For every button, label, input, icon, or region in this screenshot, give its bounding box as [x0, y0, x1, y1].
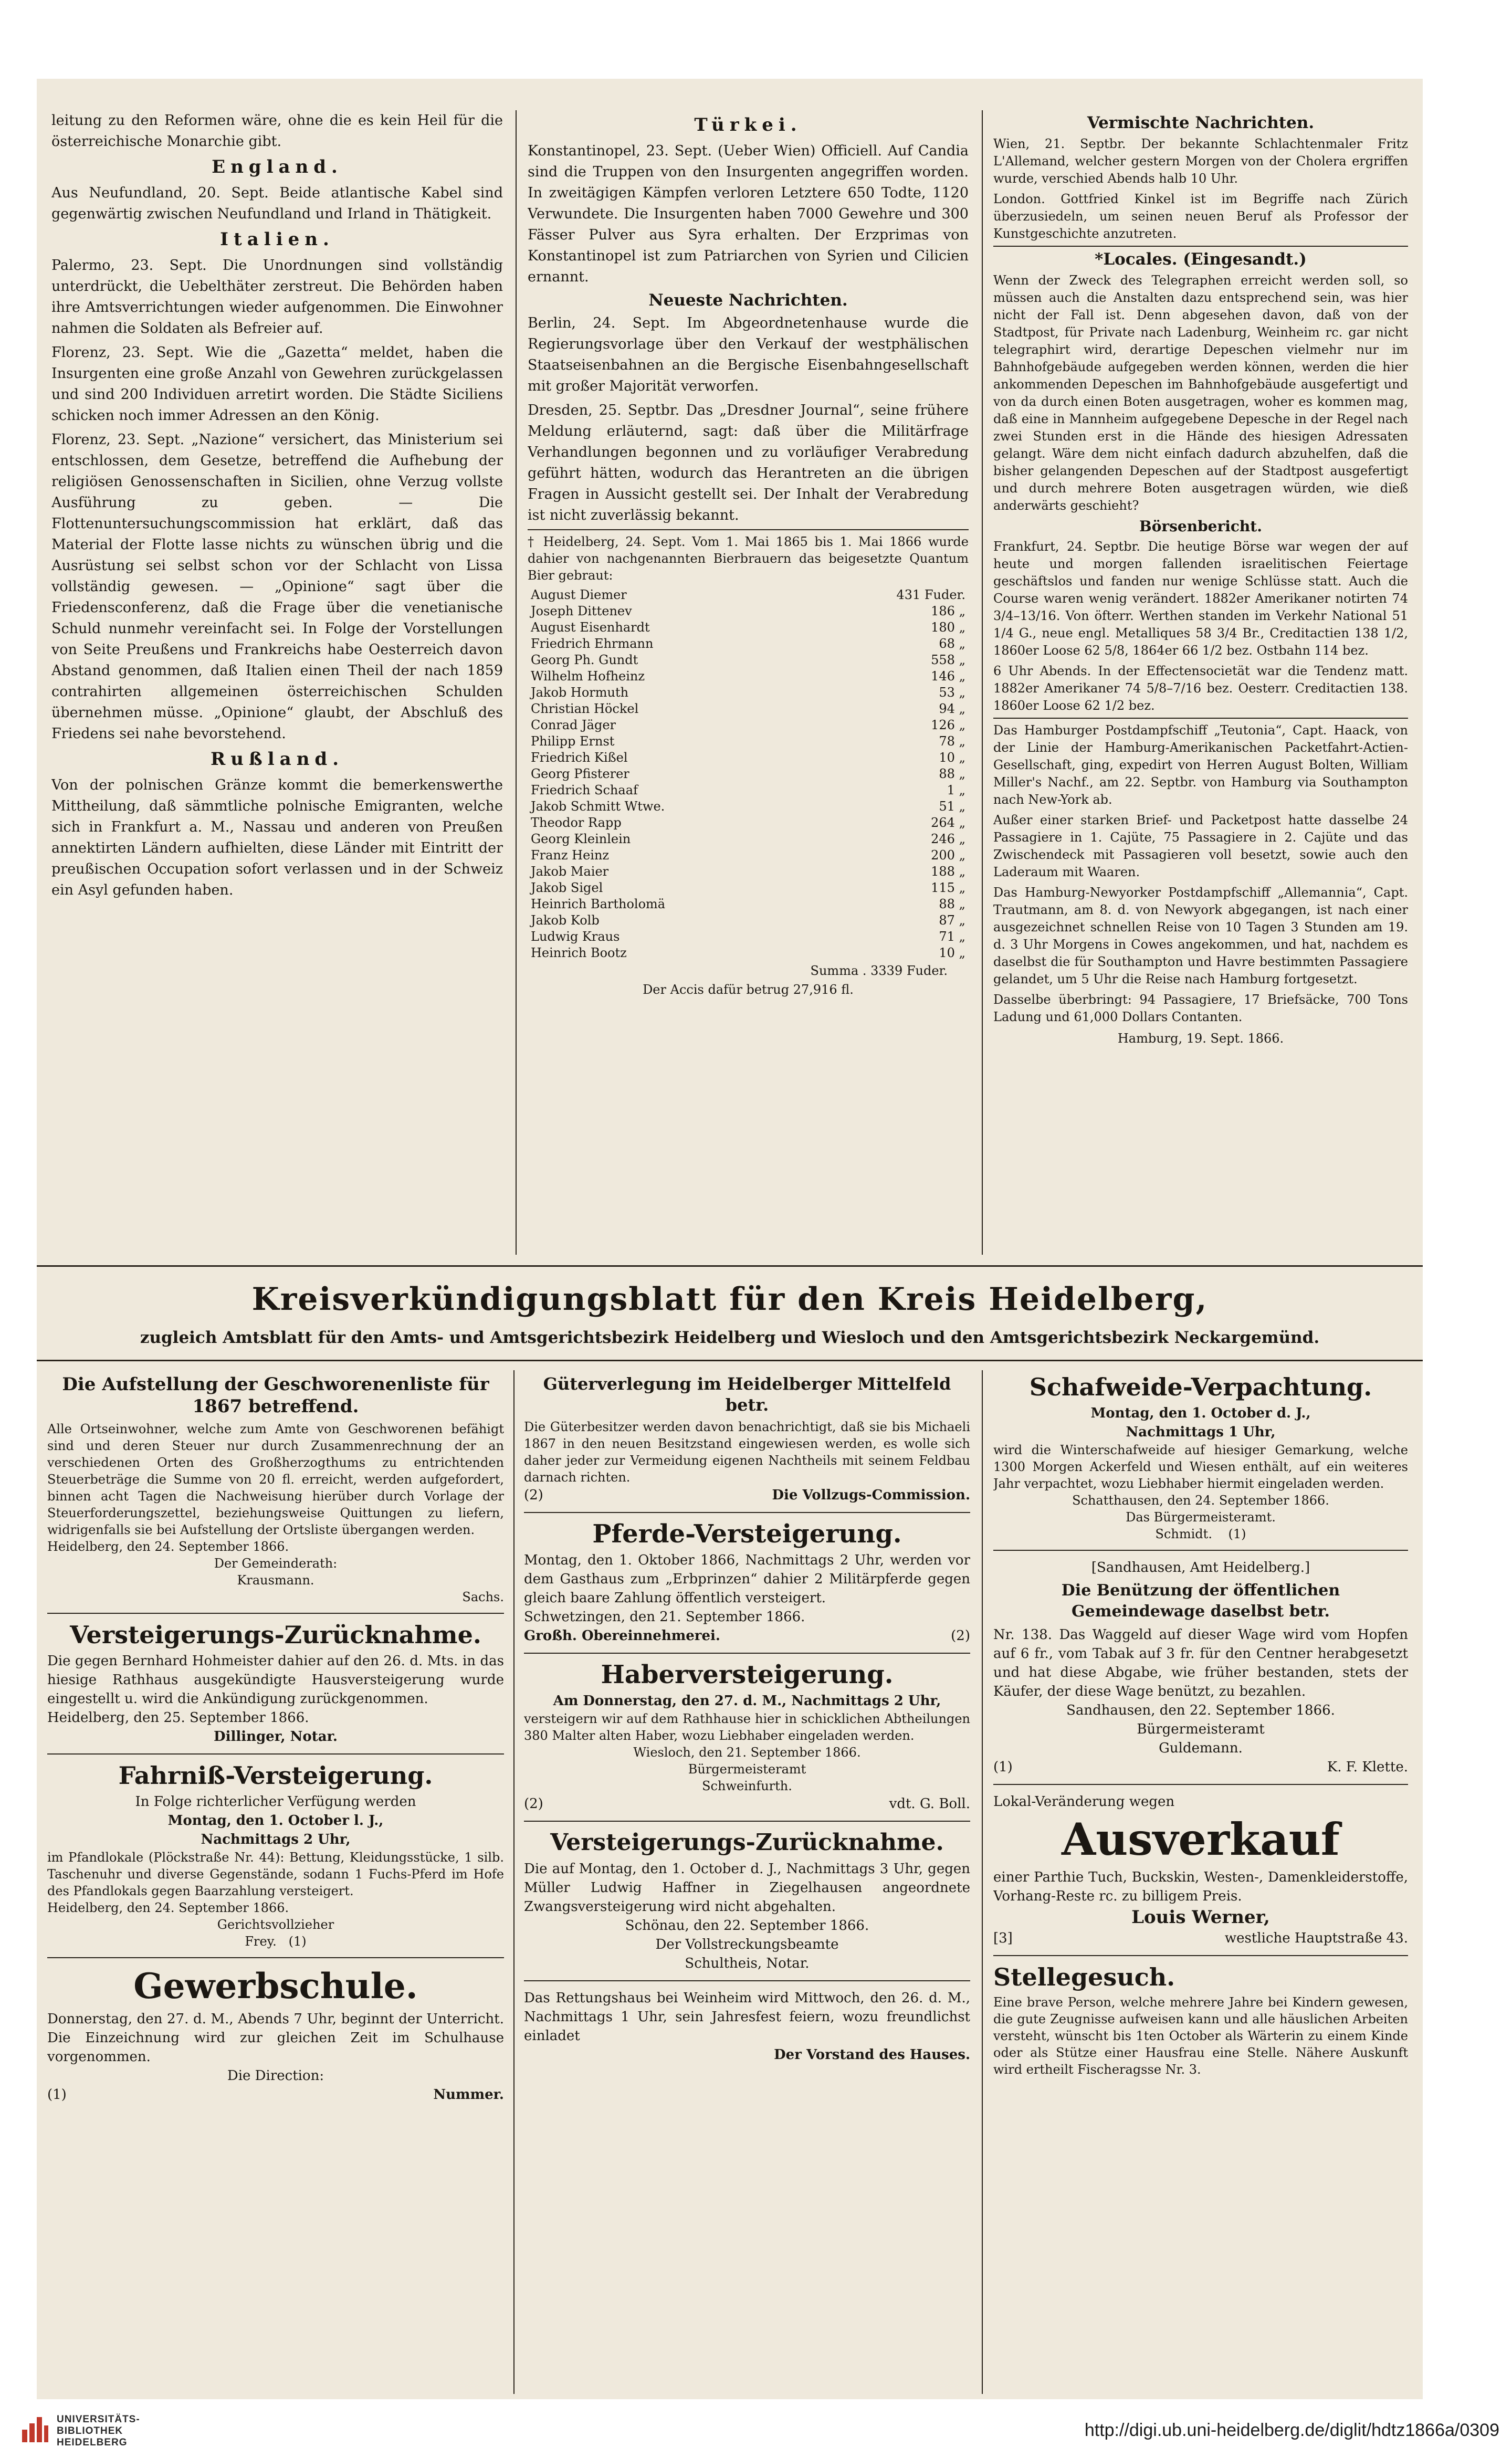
ad-zuruecknahme2-sig2: Schultheis, Notar. — [685, 1956, 810, 1971]
ad-haber-title: Haberversteigerung. — [601, 1660, 894, 1689]
ad-geschworene-sig1: Der Gemeinderath: — [214, 1556, 338, 1571]
brewer-name: Georg Pfisterer — [531, 766, 629, 781]
logo-line-2: BIBLIOTHEK — [57, 2425, 123, 2436]
ads-middle — [524, 1370, 970, 2394]
source-url-link[interactable]: http://digi.ub.uni-heidelberg.de/diglit/hdtz1866a/0309 — [1084, 2420, 1499, 2440]
brewer-amount: 94 „ — [939, 701, 965, 716]
brewer-row — [528, 750, 969, 766]
logo-line-1: UNIVERSITÄTS- — [57, 2414, 140, 2425]
ad-geschworene-sig3: Sachs. — [462, 1590, 504, 1604]
brewer-row — [528, 945, 969, 961]
ad-schafweide-line1: Montag, den 1. October d. J., — [1090, 1405, 1311, 1421]
divider — [993, 1784, 1408, 1785]
brewer-name: Heinrich Bartholomä — [531, 897, 666, 911]
ad-rettungshaus-text: Das Rettungshaus bei Weinheim wird Mittwoch, den 26. d. M., Nachmittags 1 Uhr, sein Jahresfest feiern, wozu freundlichst einladet — [524, 1990, 970, 2044]
masthead-title: Kreisverkündigungsblatt für den Kreis Heidelberg, — [251, 1281, 1208, 1318]
brewer-amount: 264 „ — [931, 815, 965, 830]
ad-sandhausen-title: Die Benützung der öffentlichen Gemeindewage daselbst betr. — [1061, 1581, 1340, 1621]
frankfurt-paragraph: Frankfurt, 24. Septbr. Die heutige Börse war wegen der auf heute und morgen fallenden israelitischen Feiertage geschäftslos und fanden nur wenige Schlüsse statt. Auch die Course waren wenig verändert. 1882er Amerikaner notirten 74 3/4–13/16. Von öfterr. Werthen standen im Verkehr National 51 1/4 G., neue engl. Metalliques 58 3/4 Br., Creditactien 138 1/2, 1860er Loose 62 5/8, 1864er 66 1/2 bez. Ostbahn 114 bez. — [993, 539, 1408, 658]
brewer-row — [528, 782, 969, 799]
ad-pferde-date: Schwetzingen, den 21. September 1866. — [524, 1609, 805, 1625]
wien-paragraph: Wien, 21. Septbr. Der bekannte Schlachtenmaler Fritz L'Allemand, welcher gestern Morgen von der Cholera ergriffen wurde, verschied Abends halb 10 Uhr. — [993, 136, 1408, 186]
brewer-row — [528, 912, 969, 929]
heidelberg-brewers-intro: † Heidelberg, 24. Sept. Vom 1. Mai 1865 bis 1. Mai 1866 wurde dahier von nachgenannten Bierbrauern das beigesetzte Quantum Bier gebraut: — [528, 534, 969, 583]
brewer-name: August Diemer — [531, 587, 627, 602]
divider — [524, 1512, 970, 1513]
ad-haber-num: (2) — [524, 1796, 543, 1812]
florenz-paragraph-1: Florenz, 23. Sept. Wie die „Gazetta“ meldet, haben die Insurgenten eine große Anzahl von Gewehren zurückgelassen und sind 200 Individuen arretirt worden. Die Städte Siciliens schicken noch immer Adressen an den König. — [51, 344, 503, 424]
brewer-row — [528, 896, 969, 912]
ad-gueterverlegung-text: Die Güterbesitzer werden davon benachrichtigt, daß sie bis Michaeli 1867 in den neuen Besitzstand eingewiesen werden, es wolle sich daher jeder zur Vermeidung eigenen Nachtheils mit seinem Feldbau darnach richten. — [524, 1420, 970, 1485]
masthead-subtitle: zugleich Amtsblatt für den Amts- und Amtsgerichtsbezirk Heidelberg und Wiesloch und den Amtsgerichtsbezirk Neckargemünd. — [140, 1328, 1320, 1347]
brewers-summa: Summa . 3339 Fuder. — [810, 963, 948, 978]
ad-haber-sig2: Schweinfurth. — [702, 1779, 792, 1793]
ad-sandhausen-num: (1) — [993, 1759, 1013, 1775]
brewer-name: Jakob Maier — [531, 864, 609, 879]
tuerkei-heading: Türkei. — [694, 114, 802, 135]
brewer-row — [528, 652, 969, 668]
ad-zuruecknahme2-sig1: Der Vollstreckungsbeamte — [655, 1937, 839, 1952]
brewer-amount: 78 „ — [939, 734, 965, 749]
ad-pferde-num: (2) — [951, 1628, 970, 1644]
brewer-row — [528, 815, 969, 831]
england-paragraph: Aus Neufundland, 20. Sept. Beide atlantische Kabel sind gegenwärtig zwischen Neufundland und Irland in Thätigkeit. — [51, 185, 503, 222]
ad-ausverkauf-title: Ausverkauf — [1062, 1813, 1340, 1865]
banner-bottom-rule — [37, 1360, 1423, 1361]
ad-zuruecknahme-sig: Dillinger, Notar. — [214, 1729, 338, 1745]
ad-zuruecknahme-title: Versteigerungs-Zurücknahme. — [70, 1621, 481, 1649]
brewer-amount: 180 „ — [931, 620, 965, 635]
ad-schafweide-title: Schafweide-Verpachtung. — [1029, 1373, 1372, 1401]
ad-gewerbschule-text: Donnerstag, den 27. d. M., Abends 7 Uhr, beginnt der Unterricht. Die Einzeichnung wird zur gleichen Zeit im Schulhause vorgenommen. — [47, 2011, 504, 2065]
brewer-row — [528, 766, 969, 782]
ad-fahrniss-line2: Montag, den 1. October l. J., — [167, 1813, 384, 1829]
brewer-name: Wilhelm Hofheinz — [531, 669, 645, 684]
column-rule-2 — [982, 110, 983, 1255]
ad-zuruecknahme2-text: Die auf Montag, den 1. October d. J., Nachmittags 3 Uhr, gegen Müller Ludwig Haffner in Ziegelhausen angeordnete Zwangsversteigerung wird nicht abgehalten. — [524, 1861, 970, 1915]
ad-gueterverlegung-title: Güterverlegung im Heidelberger Mittelfeld betr. — [543, 1374, 951, 1415]
brewer-amount: 87 „ — [939, 913, 965, 928]
ad-gewerbschule-num: (1) — [47, 2087, 67, 2103]
ad-zuruecknahme2-date: Schönau, den 22. September 1866. — [625, 1918, 869, 1934]
brewer-row — [528, 929, 969, 945]
russland-paragraph: Von der polnischen Gränze kommt die bemerkenswerthe Mittheilung, daß sämmtliche polnische Emigranten, welche sich in Frankfurt a. M., Nassau und anderen von Preußen annektirten Ländern aufhielten, diese Länder mit Eintritt der preußischen Occupation sofort verlassen und in der Schweiz ein Asyl gefunden haben. — [51, 777, 503, 898]
dresden-paragraph: Dresden, 25. Septbr. Das „Dresdner Journal“, seine frühere Meldung erläuternd, sagt: daß über die Militärfrage Verhandlungen begonnen und zu vorläufiger Verabredung geführt hätten, wodurch das Herantreten an die übrigen Fragen in Aussicht gestellt sei. Der Inhalt der Verabredung ist nicht zuverlässig bekannt. — [528, 402, 969, 523]
locales-paragraph: Wenn der Zweck des Telegraphen erreicht werden soll, so müssen auch die Anstalten dazu entsprechend sein, was hier nicht der Fall ist. Denn abgesehen davon, daß von der Stadtpost, für Private nach Ladenburg, Weinheim rc. gar nicht telegraphirt wird, derartige Depeschen vielmehr nur im Bahnhofgebäude aufgegeben werden können, werden die hier ankommenden Depeschen im Bahnhofgebäude ausgefertigt und von da durch einen Boten ausgetragen, woher es kommen mag, daß eine in Mannheim aufgegebene Depesche in der Regel nach zwei Stunden erst in die Hände des hiesigen Adressaten gelangt. Wäre dem nicht einfach dadurch abzuhelfen, daß die bisher gelangenden Depeschen auf der Stadtpost ausgefertigt und durch mehrere Boten ausgetragen würden, wie dieß anderwärts geschieht? — [993, 273, 1408, 513]
brewer-name: Friedrich Schaaf — [531, 783, 638, 797]
ad-pferde-sig-row — [524, 1626, 970, 1645]
teutonia-paragraph: Das Hamburger Postdampfschiff „Teutonia“, Capt. Haack, von der Linie der Hamburg-Amerikanischen Packetfahrt-Actien-Gesellschaft, ging, expedirt von Herren August Bolten, William Miller's Nachf., am 22. Septbr. von Hamburg via Southampton nach New-York ab. — [993, 723, 1408, 807]
column-1 — [51, 110, 503, 1255]
abends-paragraph: 6 Uhr Abends. In der Effectensocietät war die Tendenz matt. 1882er Amerikaner 74 5/8–7/16 bez. Oesterr. Creditactien 138. 1860er Loose 62 1/2 bez. — [993, 664, 1408, 713]
ad-gueterverlegung-num: (2) — [524, 1487, 543, 1503]
brewer-amount: 51 „ — [939, 799, 965, 814]
ad-sandhausen-sig3: K. F. Klette. — [1327, 1759, 1408, 1775]
ad-ausverkauf-name: Louis Werner, — [1131, 1907, 1270, 1928]
newspaper-page — [37, 79, 1423, 2399]
brewer-row — [528, 847, 969, 864]
library-logo-text — [57, 2414, 140, 2449]
brewer-row — [528, 864, 969, 880]
locales-heading: *Locales. (Eingesandt.) — [1095, 250, 1307, 269]
ad-ausverkauf-num: [3] — [993, 1930, 1013, 1946]
konstantinopel-paragraph: Konstantinopel, 23. Sept. (Ueber Wien) Officiell. Auf Candia sind die Truppen von den Insurgenten angegriffen worden. In zweitägigen Kämpfen verloren Letztere 650 Todte, 1120 Verwundete. Die Insurgenten haben 7000 Gewehre und 300 Fässer Pulver aus Syra erhalten. Der Erzprimas von Konstantinopel ist zum Patriarchen von Syrien und Cilicien ernannt. — [528, 143, 969, 285]
brewer-amount: 126 „ — [931, 718, 965, 732]
ad-ausverkauf-addr-row — [993, 1929, 1408, 1948]
brewer-row — [528, 831, 969, 847]
divider — [993, 1955, 1408, 1956]
brewer-name: Theodor Rapp — [531, 815, 622, 830]
ad-schafweide-date: Schatthausen, den 24. September 1866. — [1072, 1493, 1329, 1508]
ads-rule-1 — [513, 1370, 514, 2394]
hamburg-dateline: Hamburg, 19. Sept. 1866. — [1117, 1031, 1284, 1046]
berlin-paragraph: Berlin, 24. Sept. Im Abgeordnetenhause wurde die Regierungsvorlage über den Verkauf der westphälischen Staatseisenbahnen an die Bergische Eisenbahngesellschaft mit großer Majorität verworfen. — [528, 315, 969, 394]
brewer-name: Franz Heinz — [531, 848, 610, 863]
brewer-amount: 200 „ — [931, 848, 965, 863]
ad-ausverkauf-text: einer Parthie Tuch, Buckskin, Westen-, Damenkleiderstoffe, Vorhang-Reste rc. zu billigem Preis. — [993, 1869, 1408, 1904]
brewer-amount: 431 Fuder. — [896, 587, 965, 602]
brewer-amount: 246 „ — [931, 832, 965, 846]
london-paragraph: London. Gottfried Kinkel ist im Begriffe nach Zürich überzusiedeln, um seinen neuen Beruf als Professor der Kunstgeschichte anzutreten. — [993, 192, 1408, 241]
italien-heading: Italien. — [220, 229, 334, 250]
divider — [524, 1980, 970, 1981]
neueste-heading: Neueste Nachrichten. — [648, 291, 848, 310]
vermischte-heading: Vermischte Nachrichten. — [1087, 113, 1315, 132]
brewer-row — [528, 668, 969, 685]
university-logo-icon — [20, 2414, 50, 2444]
ads-rule-2 — [982, 1370, 983, 2394]
brewer-name: Jakob Schmitt Wtwe. — [531, 799, 665, 814]
palermo-paragraph: Palermo, 23. Sept. Die Unordnungen sind vollständig unterdrückt, die Uebelthäter zerstreut. Die Behörden haben ihre Amtsverrichtungen wieder aufgenommen. Die Einwohner nahmen die Soldaten als Befreier auf. — [51, 257, 503, 337]
ad-fahrniss-num: (1) — [288, 1934, 307, 1949]
brewer-name: Ludwig Kraus — [531, 929, 620, 944]
ad-geschworene-sig2: Krausmann. — [237, 1573, 314, 1588]
ad-fahrniss-sig2-text: Frey. — [245, 1934, 277, 1949]
divider — [47, 1957, 504, 1958]
brewers-table — [528, 587, 969, 961]
brewer-name: Friedrich Kißel — [531, 750, 628, 765]
ad-gewerbschule-sig-row — [47, 2085, 504, 2104]
ad-schafweide-sig2: Schmidt. — [1155, 1527, 1212, 1541]
ad-fahrniss-sig2 — [47, 1933, 504, 1950]
brewer-name: August Eisenhardt — [531, 620, 650, 635]
column-rule-1 — [516, 110, 517, 1255]
brewer-amount: 88 „ — [939, 897, 965, 911]
brewer-name: Friedrich Ehrmann — [531, 636, 654, 651]
ads-left — [47, 1370, 504, 2394]
ad-stellegesuch-text: Eine brave Person, welche mehrere Jahre bei Kindern gewesen, die gute Zeugnisse aufweisen kann und alle häuslichen Arbeiten versteht, wünscht bis 1ten October als Wärterin zu einem Kinde oder als Stütze einer Hausfrau eine Stelle. Nähere Auskunft wird ertheilt Fischeragsse Nr. 3. — [993, 1995, 1408, 2077]
brewer-name: Joseph Dittenev — [531, 604, 632, 618]
ad-schafweide-sig1: Das Bürgermeisteramt. — [1126, 1510, 1276, 1525]
brewer-row — [528, 636, 969, 652]
ad-fahrniss-date: Heidelberg, den 24. September 1866. — [47, 1900, 289, 1915]
ads-right — [993, 1370, 1408, 2394]
ad-zuruecknahme2-title: Versteigerungs-Zurücknahme. — [550, 1829, 944, 1856]
column-3 — [993, 110, 1408, 1255]
brewer-name: Christian Höckel — [531, 701, 639, 716]
brewer-row — [528, 603, 969, 619]
brewer-name: Georg Kleinlein — [531, 832, 631, 846]
brewer-row — [528, 587, 969, 603]
brewer-amount: 71 „ — [939, 929, 965, 944]
brewer-row — [528, 717, 969, 733]
brewer-amount: 188 „ — [931, 864, 965, 879]
ad-haber-text: versteigern wir auf dem Rathhause hier in schicklichen Abtheilungen 380 Malter alten Haber, wozu Liebhaber eingeladen werden. — [524, 1711, 970, 1743]
allemannia-paragraph: Das Hamburg-Newyorker Postdampfschiff „Allemannia“, Capt. Trautmann, am 8. d. von Newyork abgegangen, ist nach einer ausgezeichnet schnellen Reise von 10 Tagen 3 Stunden am 19. d. 3 Uhr Morgens in Cowes angekommen, und hat, nachdem es daselbst die für Southampton und Havre bestimmten Passagiere gelandet, um 5 Uhr die Reise nach Hamburg fortgesetzt. — [993, 885, 1408, 986]
footer-bar — [0, 2404, 1512, 2458]
ad-schafweide-sig-row — [993, 1526, 1408, 1542]
brewer-name: Jakob Hormuth — [531, 685, 629, 700]
brewer-amount: 88 „ — [939, 766, 965, 781]
ad-pferde-text: Montag, den 1. Oktober 1866, Nachmittags 2 Uhr, werden vor dem Gasthaus zum „Erbprinzen“ dahier 2 Militärpferde gegen gleich baare Zahlung öffentlich versteigert. — [524, 1552, 970, 1606]
ad-stellegesuch-title: Stellegesuch. — [993, 1963, 1175, 1991]
ad-sandhausen-sig1: Bürgermeisteramt — [1137, 1721, 1265, 1737]
ad-geschworene-date: Heidelberg, den 24. September 1866. — [47, 1539, 289, 1554]
logo-line-3: HEIDELBERG — [57, 2437, 128, 2448]
ad-haber-date: Wiesloch, den 21. September 1866. — [633, 1745, 861, 1760]
brewer-name: Jakob Sigel — [531, 880, 603, 895]
brewer-row — [528, 701, 969, 717]
ad-gewerbschule-title: Gewerbschule. — [133, 1966, 418, 2007]
boersen-heading: Börsenbericht. — [1139, 518, 1262, 535]
ad-sandhausen-date: Sandhausen, den 22. September 1866. — [1066, 1703, 1335, 1718]
brewer-name: Heinrich Bootz — [531, 946, 627, 960]
divider — [47, 1613, 504, 1614]
ad-schafweide-line2: Nachmittags 1 Uhr, — [1126, 1424, 1276, 1440]
ad-haber-sig1: Bürgermeisteramt — [688, 1762, 806, 1777]
brewer-amount: 68 „ — [939, 636, 965, 651]
brewer-row — [528, 733, 969, 750]
florenz-paragraph-2: Florenz, 23. Sept. „Nazione“ versichert, das Ministerium sei entschlossen, dem Gesetze, betreffend die Aufhebung der religiösen Genossenschaften in Sicilien, ohne Verzug vollste Ausführung zu geben. — Die Flottenuntersuchungscommission hat erklärt, daß das Material der Flotte lasse nichts zu wünschen übrig und die Ausrüstung sei selbst schon vor der Schlacht von Lissa vollständig gewesen. — „Opinione“ sagt über die Friedensconferenz, daß die Frage über die venetianische Schuld nunmehr vereinfacht sei. In Folge der Vorstellungen von Seite Preußens und Frankreichs habe Oesterreich davon Abstand genommen, daß Italien einen Theil der nach 1859 contrahirten allgemeinen österreichischen Schulden übernehmen müsse. „Opinione“ glaubt, der Abschluß des Friedens sei nahe bevorstehend. — [51, 432, 503, 742]
brewers-accis: Der Accis dafür betrug 27,916 fl. — [643, 982, 854, 997]
divider — [524, 1653, 970, 1654]
brewer-row — [528, 619, 969, 636]
divider — [993, 1550, 1408, 1551]
brewer-amount: 53 „ — [939, 685, 965, 700]
ad-sandhausen-sig2: Guldemann. — [1159, 1740, 1243, 1756]
divider — [528, 529, 969, 530]
england-heading: England. — [212, 156, 343, 177]
divider — [524, 1821, 970, 1822]
ad-gueterverlegung-sig-row — [524, 1486, 970, 1505]
ad-fahrniss-sig1: Gerichtsvollzieher — [217, 1917, 334, 1932]
brewer-row — [528, 799, 969, 815]
ad-gewerbschule-sig1: Die Direction: — [227, 2068, 324, 2084]
brewer-name: Philipp Ernst — [531, 734, 615, 749]
ad-pferde-title: Pferde-Versteigerung. — [592, 1519, 902, 1549]
brewer-name: Conrad Jäger — [531, 718, 616, 732]
ad-geschworene-text: Alle Ortseinwohner, welche zum Amte von Geschworenen befähigt sind und deren Steuer nur durch Zusammenrechnung der an verschiedenen Orten des Großherzogthums zu entrichtenden Steuerbeträge die Summe von 20 fl. erreicht, werden aufgefordert, binnen acht Tagen die Nachweisung hierüber durch Vorlage der Steuerforderungszettel, beziehungsweise Quittungen zu liefern, widrigenfalls sie bei Aufstellung der Ortsliste übergangen werden. — [47, 1422, 504, 1537]
ad-geschworene-title: Die Aufstellung der Geschworenenliste für 1867 betreffend. — [62, 1374, 489, 1417]
ad-haber-sig-row — [524, 1794, 970, 1813]
ad-sandhausen-text: Nr. 138. Das Waggeld auf dieser Wage wird vom Hopfen auf 6 fr., vom Tabak auf 3 fr. für den Centner herabgesetzt und hat diese Abgabe, wie früher bestanden, stets der Käufer, der diese Wage benützt, zu bezahlen. — [993, 1627, 1408, 1699]
dasselbe-paragraph: Dasselbe überbringt: 94 Passagiere, 17 Briefsäcke, 700 Tons Ladung und 61,000 Dollars Contanten. — [993, 992, 1408, 1024]
divider — [47, 1753, 504, 1755]
brewer-amount: 115 „ — [931, 880, 965, 895]
ad-gueterverlegung-sig: Die Vollzugs-Commission. — [772, 1487, 970, 1503]
ad-haber-line1: Am Donnerstag, den 27. d. M., Nachmittags 2 Uhr, — [553, 1693, 941, 1709]
brewer-amount: 1 „ — [947, 783, 965, 797]
divider — [993, 718, 1408, 719]
ad-ausverkauf-addr: westliche Hauptstraße 43. — [1224, 1930, 1408, 1946]
ad-sandhausen-sig-row — [993, 1758, 1408, 1777]
ad-zuruecknahme-date: Heidelberg, den 25. September 1866. — [47, 1710, 309, 1726]
brewer-row — [528, 880, 969, 896]
ad-gewerbschule-sig2: Nummer. — [433, 2087, 504, 2103]
brewer-amount: 558 „ — [931, 653, 965, 667]
ad-fahrniss-title: Fahrniß-Versteigerung. — [118, 1761, 433, 1790]
ad-fahrniss-line1: In Folge richterlicher Verfügung werden — [135, 1794, 416, 1810]
brewer-amount: 10 „ — [939, 750, 965, 765]
ad-ausverkauf-line1: Lokal-Veränderung wegen — [993, 1794, 1175, 1810]
ad-rettungshaus-sig: Der Vorstand des Hauses. — [774, 2047, 970, 2063]
ad-pferde-sig: Großh. Obereinnehmerei. — [524, 1628, 720, 1644]
divider — [993, 246, 1408, 247]
brewer-amount: 186 „ — [931, 604, 965, 618]
ad-haber-sig3: vdt. G. Boll. — [889, 1796, 970, 1812]
intro-paragraph: leitung zu den Reformen wäre, ohne die es kein Heil für die österreichische Monarchie gibt. — [51, 112, 503, 150]
ad-fahrniss-line3: Nachmittags 2 Uhr, — [201, 1832, 351, 1847]
column-2 — [528, 110, 969, 1255]
banner-top-rule — [37, 1265, 1423, 1267]
ad-schafweide-text: wird die Winterschafweide auf hiesiger Gemarkung, welche 1300 Morgen Ackerfeld und Wiesen enthält, auf ein weiteres Jahr verpachtet, wozu Liebhaber hiermit eingeladen werden. — [993, 1443, 1408, 1491]
brewer-name: Georg Ph. Gundt — [531, 653, 638, 667]
brewer-name: Jakob Kolb — [531, 913, 600, 928]
ad-zuruecknahme-text: Die gegen Bernhard Hohmeister dahier auf den 26. d. Mts. in das hiesige Rathhaus ausgekündigte Hausversteigerung wurde eingestellt u. wird die Ankündigung zurückgenommen. — [47, 1653, 504, 1707]
brewer-amount: 146 „ — [931, 669, 965, 684]
russland-heading: Rußland. — [210, 749, 344, 770]
ad-schafweide-num: (1) — [1228, 1527, 1246, 1541]
brewer-amount: 10 „ — [939, 946, 965, 960]
ad-fahrniss-text: im Pfandlokale (Plöckstraße Nr. 44): Bettung, Kleidungsstücke, 1 silb. Taschenuhr und diverse Gegenstände, sodann 1 Fuchs-Pferd im Hofe des Pfandlokals gegen Baarzahlung versteigert. — [47, 1850, 504, 1898]
brewer-row — [528, 685, 969, 701]
ausser-paragraph: Außer einer starken Brief- und Packetpost hatte dasselbe 24 Passagiere in 1. Cajüte, 75 Passagiere in 2. Cajüte und das Zwischendeck mit Passagieren voll besetzt, sowie auch den Laderaum mit Waaren. — [993, 813, 1408, 879]
ad-sandhausen-head: [Sandhausen, Amt Heidelberg.] — [1091, 1560, 1310, 1575]
